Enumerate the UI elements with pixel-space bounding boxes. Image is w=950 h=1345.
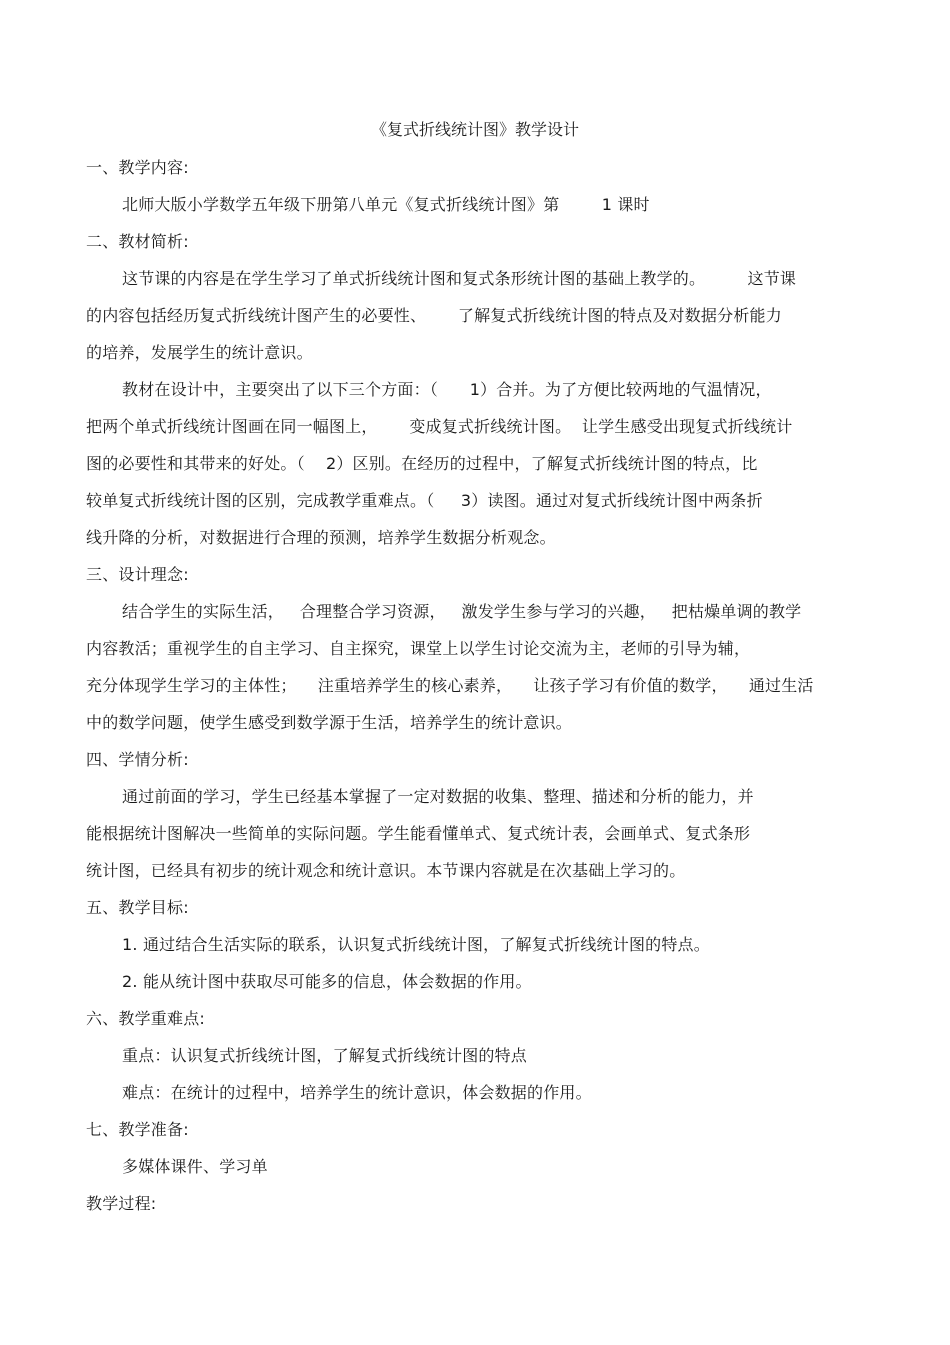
paragraph-line: 教材在设计中，主要突出了以下三个方面：（ 1）合并。为了方便比较两地的气温情况， (122, 380, 772, 399)
paragraph-line: 内容教活；重视学生的自主学习、自主探究，课堂上以学生讨论交流为主，老师的引导为辅， (86, 639, 751, 658)
section-heading-philosophy: 三、设计理念: (86, 565, 189, 584)
preparation-item: 多媒体课件、学习单 (122, 1157, 268, 1176)
section-heading-preparation: 七、教学准备: (86, 1120, 189, 1139)
section-heading-goals: 五、教学目标: (86, 898, 189, 917)
paragraph-line: 线升降的分析，对数据进行合理的预测，培养学生数据分析观念。 (86, 528, 556, 547)
section-heading-process: 教学过程: (86, 1194, 157, 1213)
paragraph-line: 中的数学问题，使学生感受到数学源于生活，培养学生的统计意识。 (86, 713, 573, 732)
paragraph-line: 的培养，发展学生的统计意识。 (86, 343, 313, 362)
goal-item: 2. 能从统计图中获取尽可能多的信息，体会数据的作用。 (122, 972, 532, 991)
paragraph-line: 这节课的内容是在学生学习了单式折线统计图和复式条形统计图的基础上教学的。 这节课 (122, 269, 797, 288)
paragraph-line: 结合学生的实际生活， 合理整合学习资源， 激发学生参与学习的兴趣， 把枯燥单调的教学 (122, 602, 802, 621)
document-title: 《复式折线统计图》教学设计 (370, 120, 579, 139)
paragraph-line: 北师大版小学数学五年级下册第八单元《复式折线统计图》第 1 课时 (122, 195, 650, 214)
paragraph-line: 较单复式折线统计图的区别，完成教学重难点。（ 3）读图。通过对复式折线统计图中两条折 (86, 491, 763, 510)
key-point: 重点：认识复式折线统计图，了解复式折线统计图的特点 (122, 1046, 528, 1065)
paragraph-line: 的内容包括经历复式折线统计图产生的必要性、 了解复式折线统计图的特点及对数据分析能力 (86, 306, 782, 325)
difficult-point: 难点：在统计的过程中，培养学生的统计意识，体会数据的作用。 (122, 1083, 592, 1102)
paragraph-line: 能根据统计图解决一些简单的实际问题。学生能看懂单式、复式统计表，会画单式、复式条形 (86, 824, 751, 843)
section-heading-analysis: 四、学情分析: (86, 750, 189, 769)
section-heading-key-points: 六、教学重难点: (86, 1009, 205, 1028)
goal-item: 1. 通过结合生活实际的联系，认识复式折线统计图，了解复式折线统计图的特点。 (122, 935, 710, 954)
paragraph-line: 通过前面的学习，学生已经基本掌握了一定对数据的收集、整理、描述和分析的能力，并 (122, 787, 754, 806)
paragraph-line: 把两个单式折线统计图画在同一幅图上， 变成复式折线统计图。 让学生感受出现复式折线统计 (86, 417, 793, 436)
paragraph-line: 充分体现学生学习的主体性； 注重培养学生的核心素养， 让孩子学习有价值的数学， 通过生活 (86, 676, 814, 695)
section-heading-material: 二、教材简析: (86, 232, 189, 251)
paragraph-line: 图的必要性和其带来的好处。（ 2）区别。在经历的过程中，了解复式折线统计图的特点，比 (86, 454, 758, 473)
section-heading-content: 一、教学内容: (86, 158, 189, 177)
paragraph-line: 统计图，已经具有初步的统计观念和统计意识。本节课内容就是在次基础上学习的。 (86, 861, 686, 880)
